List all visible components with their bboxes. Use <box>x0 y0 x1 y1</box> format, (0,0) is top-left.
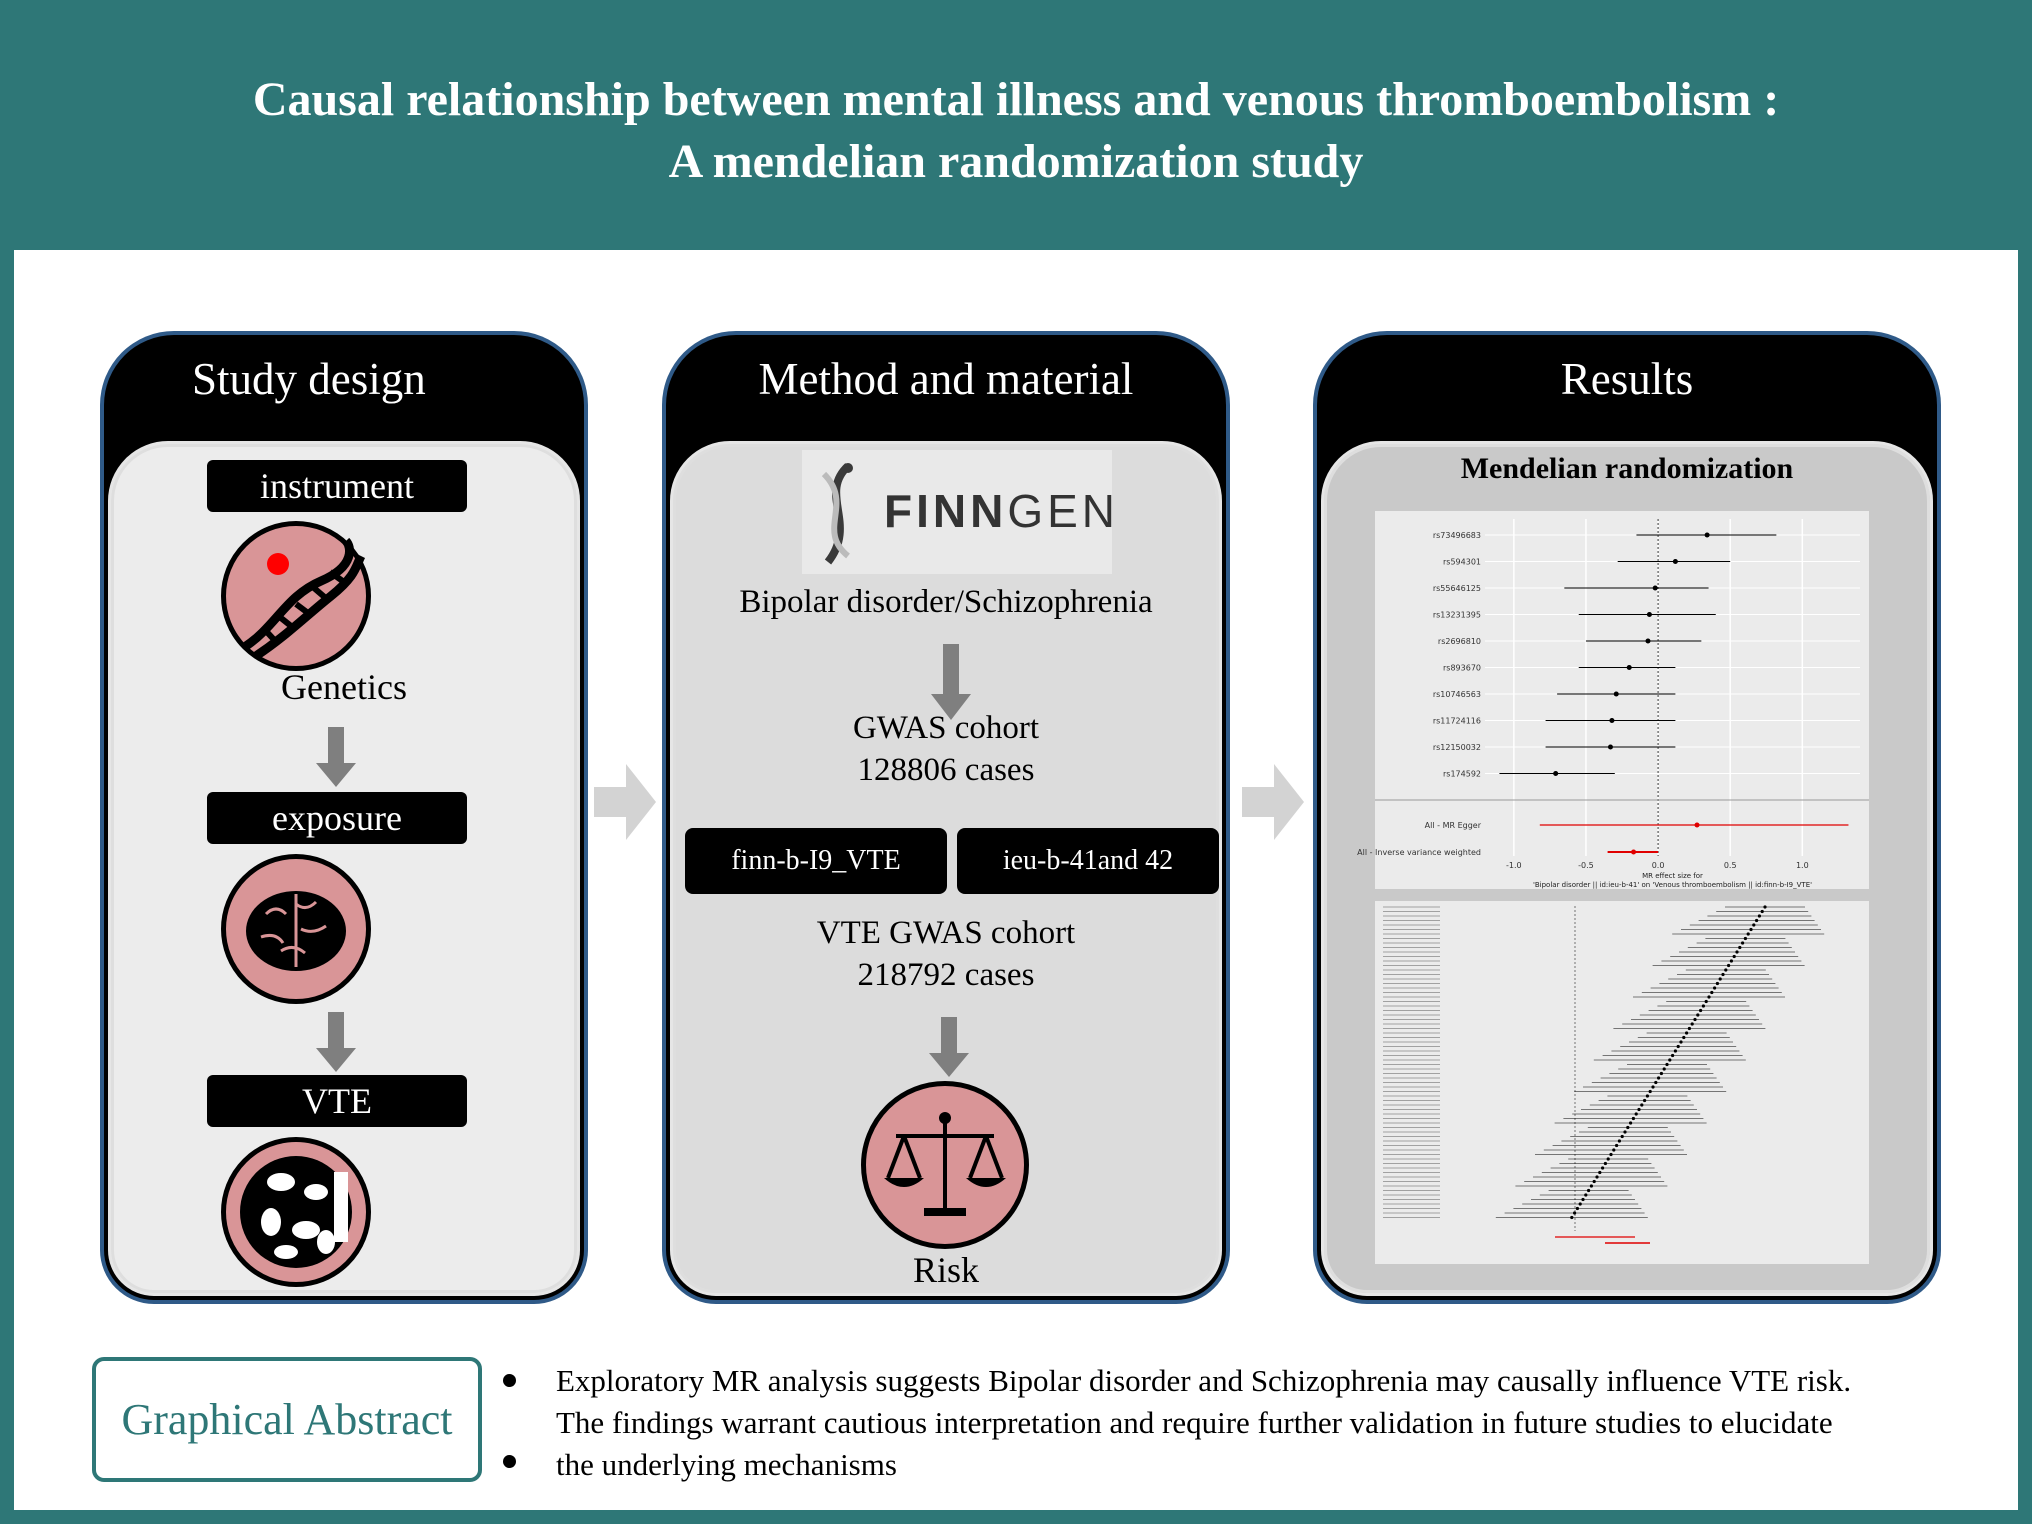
point <box>1696 1013 1699 1016</box>
point <box>1635 1112 1638 1115</box>
point <box>1627 665 1632 670</box>
point <box>1608 745 1613 750</box>
vte-gwas-line2: 218792 cases <box>857 957 1035 993</box>
genetics-caption: Genetics <box>281 667 407 707</box>
dna-icon <box>221 521 371 671</box>
point <box>1590 1184 1593 1187</box>
method-body <box>670 441 1222 1296</box>
brain-icon <box>221 854 371 1004</box>
point <box>1609 1153 1612 1156</box>
point <box>1645 639 1650 644</box>
point <box>1623 1130 1626 1133</box>
point <box>1607 1157 1610 1160</box>
point <box>1649 1090 1652 1093</box>
arrow-down-3-icon <box>931 644 971 720</box>
thrombus-icon <box>221 1137 371 1287</box>
bipolar-caption: Bipolar disorder/Schizophrenia <box>739 584 1153 620</box>
point <box>1716 982 1719 985</box>
x-axis-label: MR effect size for <box>1642 872 1703 880</box>
title-line-2: A mendelian randomization study <box>668 135 1364 188</box>
point <box>1629 1121 1632 1124</box>
arrow-down-2-icon <box>316 1012 356 1072</box>
point <box>1755 919 1758 922</box>
summary-label: All - Inverse variance weighted <box>1357 848 1481 857</box>
abstract-line-1: Exploratory MR analysis suggests Bipolar disorder and Schizophrenia may causally influence VTE risk. <box>556 1363 1852 1398</box>
results-title: Results <box>1560 354 1694 404</box>
point <box>1643 1099 1646 1102</box>
point <box>1744 937 1747 940</box>
bullet-2 <box>503 1455 516 1468</box>
snp-label: rs594301 <box>1443 557 1481 567</box>
point <box>1584 1193 1587 1196</box>
point <box>1593 1180 1596 1183</box>
point <box>1570 1216 1573 1219</box>
forest-plot-2 <box>1375 901 1869 1264</box>
point <box>1579 1202 1582 1205</box>
finngen-dna-icon <box>808 464 868 564</box>
header <box>0 0 2032 250</box>
point <box>1724 968 1727 971</box>
exposure-label: exposure <box>207 792 467 844</box>
results-panel <box>1317 335 1937 1300</box>
finngen-logo <box>802 450 1120 574</box>
results-subtitle: Mendelian randomization <box>1460 452 1794 485</box>
snp-label: rs10746563 <box>1432 690 1481 699</box>
study-design-title: Study design <box>192 354 426 404</box>
point <box>1682 1036 1685 1039</box>
point <box>1691 1022 1694 1025</box>
point <box>1749 928 1752 931</box>
summary-point <box>1631 850 1636 855</box>
arrow-right-1-icon <box>594 764 656 840</box>
title-line-1: Causal relationship between mental illness and venous thromboembolism : <box>252 73 1780 126</box>
point <box>1640 1103 1643 1106</box>
point <box>1632 1117 1635 1120</box>
method-title: Method and material <box>758 354 1134 404</box>
graphical-abstract-label: Graphical Abstract <box>92 1357 482 1482</box>
point <box>1621 1135 1624 1138</box>
point <box>1730 959 1733 962</box>
x-axis-label-2: 'Bipolar disorder || id:ieu-b-41' on 'Venous thromboembolism || id:finn-b-I9_VTE' <box>1532 881 1813 889</box>
arrow-down-4-icon <box>929 1017 969 1077</box>
point <box>1653 586 1658 591</box>
point <box>1707 995 1710 998</box>
point <box>1677 1045 1680 1048</box>
point <box>1702 1004 1705 1007</box>
point <box>1747 932 1750 935</box>
point <box>1713 986 1716 989</box>
finngen-logo-gen: GEN <box>1007 485 1120 537</box>
vte-gwas-line1: VTE GWAS cohort <box>816 915 1076 951</box>
snp-label: rs2696810 <box>1437 637 1481 646</box>
abstract-line-3: the underlying mechanisms <box>556 1447 897 1482</box>
point <box>1763 905 1766 908</box>
point <box>1758 914 1761 917</box>
tick-label: 0.0 <box>1651 861 1665 870</box>
arrow-down-1-icon <box>316 727 356 787</box>
instrument-label: instrument <box>207 460 467 512</box>
point <box>1665 1063 1668 1066</box>
tick-label: 1.0 <box>1795 861 1809 870</box>
point <box>1626 1126 1629 1129</box>
point <box>1618 1139 1621 1142</box>
point <box>1741 941 1744 944</box>
snp-label: rs73496683 <box>1432 531 1481 540</box>
point <box>1647 612 1652 617</box>
snp-label: rs13231395 <box>1432 610 1481 620</box>
gwas-cohort-line1: GWAS cohort <box>852 710 1040 746</box>
study-design-panel <box>104 335 584 1300</box>
point <box>1612 1148 1615 1151</box>
point <box>1727 964 1730 967</box>
point <box>1614 692 1619 697</box>
snp-label: rs11724116 <box>1432 716 1481 726</box>
gwas-cohort-line2: 128806 cases <box>857 752 1035 788</box>
point <box>1705 533 1710 538</box>
summary-point <box>1695 823 1700 828</box>
point <box>1604 1162 1607 1165</box>
point <box>1609 718 1614 723</box>
point <box>1699 1009 1702 1012</box>
snp-label: rs893670 <box>1443 663 1481 673</box>
point <box>1719 977 1722 980</box>
point <box>1733 955 1736 958</box>
point <box>1646 1094 1649 1097</box>
finngen-logo-finn: FINN <box>884 485 1008 537</box>
point <box>1752 923 1755 926</box>
snp-label: rs12150032 <box>1432 743 1481 752</box>
point <box>1663 1067 1666 1070</box>
point <box>1654 1081 1657 1084</box>
ieu-b-box: ieu-b-41and 42 <box>957 828 1219 894</box>
point <box>1685 1031 1688 1034</box>
point <box>1581 1198 1584 1201</box>
point <box>1705 1000 1708 1003</box>
tick-label: -1.0 <box>1506 861 1522 870</box>
arrow-right-2-icon <box>1242 764 1304 840</box>
results-body <box>1321 441 1933 1296</box>
point <box>1738 946 1741 949</box>
point <box>1651 1085 1654 1088</box>
point <box>1688 1027 1691 1030</box>
point <box>1761 910 1764 913</box>
point <box>1693 1018 1696 1021</box>
point <box>1573 1211 1576 1214</box>
point <box>1657 1076 1660 1079</box>
vte-label: VTE <box>207 1075 467 1127</box>
snp-label: rs174592 <box>1443 769 1481 779</box>
study-design-body <box>108 441 580 1296</box>
point <box>1671 1054 1674 1057</box>
tick-label: -0.5 <box>1578 861 1594 870</box>
finn-b-vte-box: finn-b-I9_VTE <box>685 828 947 894</box>
point <box>1601 1166 1604 1169</box>
point <box>1673 559 1678 564</box>
risk-caption: Risk <box>912 1250 980 1290</box>
point <box>1660 1072 1663 1075</box>
point <box>1595 1175 1598 1178</box>
point <box>1615 1144 1618 1147</box>
abstract-line-2: The findings warrant cautious interpretation and require further validation in future studies to elucidate <box>556 1405 1833 1440</box>
point <box>1553 771 1558 776</box>
point <box>1598 1171 1601 1174</box>
summary-label: All - MR Egger <box>1424 821 1481 830</box>
point <box>1668 1058 1671 1061</box>
scales-icon <box>861 1081 1029 1249</box>
point <box>1637 1108 1640 1111</box>
point <box>1710 991 1713 994</box>
forest-plot-1 <box>1357 511 1869 889</box>
point <box>1576 1207 1579 1210</box>
snp-label: rs55646125 <box>1432 584 1481 593</box>
point <box>1587 1189 1590 1192</box>
point <box>1674 1049 1677 1052</box>
point <box>1735 950 1738 953</box>
point <box>1679 1040 1682 1043</box>
tick-label: 0.5 <box>1723 861 1737 870</box>
method-panel <box>666 335 1226 1300</box>
bullet-1 <box>503 1374 516 1387</box>
point <box>1721 973 1724 976</box>
